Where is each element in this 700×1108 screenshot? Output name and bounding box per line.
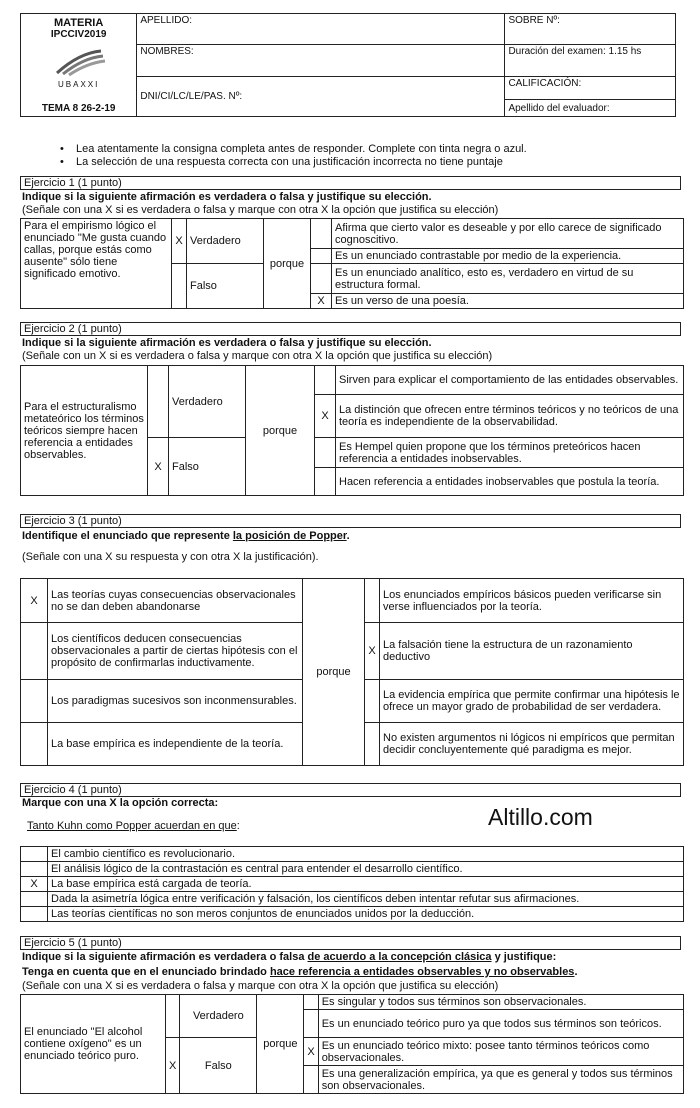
logo-text: UBAXXI — [58, 80, 100, 89]
ex3-left-mark[interactable] — [21, 680, 48, 723]
ex1-title: Ejercicio 1 (1 punto) — [20, 176, 681, 190]
ex2-option-text: Sirven para explicar el comportamiento de las entidades observables. — [336, 366, 684, 395]
altillo-watermark: Altillo.com — [488, 804, 593, 830]
ex4-subtitle-end: : — [236, 820, 240, 832]
ex3-left-mark[interactable] — [21, 623, 48, 680]
apellido-field[interactable]: APELLIDO: — [137, 14, 505, 45]
ex2-statement: Para el estructuralismo metateórico los términos teóricos siempre hacen referencia a entidades observables. — [21, 366, 148, 496]
ex4-title: Ejercicio 4 (1 punto) — [20, 783, 681, 797]
ex5-true-mark[interactable] — [166, 995, 180, 1038]
instructions-list — [48, 143, 668, 169]
ex5-porque: porque — [257, 995, 304, 1094]
ex4-option-text: Las teorías científicas no son meros conjuntos de enunciados unidos por la deducción. — [48, 907, 684, 922]
ubaxxi-logo-icon — [49, 47, 109, 77]
ex4-option-text: La base empírica está cargada de teoría. — [48, 877, 684, 892]
ex2-option-mark[interactable] — [315, 366, 336, 395]
ex3-instruction-note: (Señale con una X su respuesta y con otra X la justificación). — [22, 551, 319, 563]
ex5-instruction-end: y justifique: — [491, 951, 557, 963]
ex5-option-text: Es una generalización empírica, ya que es general y todos sus términos son observacionales. — [318, 1066, 683, 1094]
ex5-title: Ejercicio 5 (1 punto) — [20, 936, 681, 950]
ex3-porque: porque — [303, 579, 365, 766]
ex2-true-label: Verdadero — [169, 366, 246, 438]
ex2-porque: porque — [246, 366, 315, 496]
ex3-title: Ejercicio 3 (1 punto) — [20, 514, 681, 528]
ex3-right-text: La falsación tiene la estructura de un razonamiento deductivo — [380, 623, 684, 680]
sobre-field[interactable]: SOBRE Nº: — [505, 14, 676, 45]
ex5-instruction-emphasis: de acuerdo a la concepción clásica — [307, 951, 492, 963]
ex1-table — [20, 218, 684, 309]
materia-code: IPCCIV2019 — [50, 29, 107, 40]
duracion-label: Duración del examen: 1.15 hs — [505, 45, 676, 77]
ex1-true-label: Verdadero — [187, 219, 264, 264]
ex1-false-label: Falso — [187, 264, 264, 309]
ex5-instruction-2 — [22, 966, 578, 979]
ex3-left-text: Los paradigmas sucesivos son inconmensurables. — [48, 680, 303, 723]
ex3-instruction — [22, 530, 350, 543]
ex1-option-mark[interactable] — [311, 219, 332, 249]
ex3-left-text: La base empírica es independiente de la teoría. — [48, 723, 303, 766]
ex3-right-text: La evidencia empírica que permite confirmar una hipótesis le ofrece un mayor grado de probabilidad de ser verdadera. — [380, 680, 684, 723]
ex1-option-mark[interactable]: X — [311, 294, 332, 309]
ex3-right-mark[interactable] — [365, 680, 380, 723]
ex5-instruction-text: Indique si la siguiente afirmación es verdadera o falsa — [22, 951, 308, 963]
ex2-false-label: Falso — [169, 438, 246, 496]
ex3-right-mark[interactable] — [365, 579, 380, 623]
ex5-instruction-2-end: . — [574, 966, 578, 978]
ex4-option-text: El análisis lógico de la contrastación es central para entender el desarrollo científico. — [48, 862, 684, 877]
ex1-statement: Para el empirismo lógico el enunciado "Me gusta cuando callas, porque estás como ausente" sólo tiene significado emotivo. — [21, 219, 172, 309]
ex1-option-text: Es un verso de una poesía. — [332, 294, 684, 309]
ex5-table — [20, 994, 684, 1094]
ex3-left-mark[interactable] — [21, 723, 48, 766]
ex4-option-mark[interactable] — [21, 907, 48, 922]
ex5-option-mark[interactable]: X — [304, 1038, 318, 1066]
ex5-option-text: Es un enunciado teórico mixto: posee tanto términos teóricos como observacionales. — [318, 1038, 683, 1066]
exam-header — [20, 13, 676, 117]
ex5-instruction-note: (Señale con una X si es verdadera o falsa y marque con otra X la opción que justifica su elección) — [22, 980, 499, 992]
ex2-title: Ejercicio 2 (1 punto) — [20, 322, 681, 336]
ex3-instruction-end: . — [346, 530, 350, 542]
ex3-table — [20, 578, 684, 766]
ex3-left-text: Las teorías cuyas consecuencias observacionales no se dan deben abandonarse — [48, 579, 303, 623]
ex2-option-text: Es Hempel quien propone que los términos preteóricos hacen referencia a entidades inobservables. — [336, 438, 684, 468]
ex2-option-text: La distinción que ofrecen entre términos teóricos y no teóricos de una teoría es independiente de la observabilidad. — [336, 395, 684, 438]
ex5-instruction-2-text: Tenga en cuenta que en el enunciado brindado — [22, 966, 270, 978]
calificacion-field[interactable]: CALIFICACIÓN: — [505, 77, 676, 100]
ex2-option-mark[interactable]: X — [315, 395, 336, 438]
ex4-table — [20, 846, 684, 922]
ex1-false-mark[interactable] — [172, 264, 187, 309]
ex5-statement: El enunciado "El alcohol contiene oxígeno" es un enunciado teórico puro. — [21, 995, 166, 1094]
ex3-right-mark[interactable]: X — [365, 623, 380, 680]
ex1-porque: porque — [264, 219, 311, 309]
ex4-option-text: Dada la asimetría lógica entre verificación y falsación, los científicos deben intentar refutar sus afirmaciones. — [48, 892, 684, 907]
ex5-false-mark[interactable]: X — [166, 1038, 180, 1094]
ex5-true-label: Verdadero — [180, 995, 257, 1038]
ex2-true-mark[interactable] — [148, 366, 169, 438]
ex4-option-mark[interactable] — [21, 847, 48, 862]
ex2-instruction-note: (Señale con un X si es verdadera o falsa y marque con otra X la opción que justifica su elección) — [22, 350, 493, 362]
tema-label: TEMA 8 26-2-19 — [41, 103, 116, 114]
ex3-left-mark[interactable]: X — [21, 579, 48, 623]
ex4-option-mark[interactable] — [21, 862, 48, 877]
ex2-option-mark[interactable] — [315, 438, 336, 468]
instruction-item: • Lea atentamente la consigna completa antes de responder. Complete con tinta negra o azul. — [48, 143, 668, 156]
header-materia-cell — [21, 14, 137, 117]
ex2-table — [20, 365, 684, 496]
ex1-option-text: Es un enunciado contrastable por medio de la experiencia. — [332, 249, 684, 264]
ex1-option-mark[interactable] — [311, 264, 332, 294]
ex1-true-mark[interactable]: X — [172, 219, 187, 264]
ex5-option-text: Es singular y todos sus términos son observacionales. — [318, 995, 683, 1010]
nombres-field[interactable]: NOMBRES: — [137, 45, 505, 77]
ex4-subtitle-text: Tanto Kuhn como Popper acuerdan en que — [27, 820, 237, 832]
ex1-option-mark[interactable] — [311, 249, 332, 264]
ex4-option-text: El cambio científico es revolucionario. — [48, 847, 684, 862]
ex1-option-text: Afirma que cierto valor es deseable y por ello carece de significado cognoscitivo. — [332, 219, 684, 249]
materia-label: MATERIA — [54, 17, 104, 29]
ex3-right-mark[interactable] — [365, 723, 380, 766]
ex3-right-text: No existen argumentos ni lógicos ni empíricos que permitan decidir concluyentemente qué paradigma es mejor. — [380, 723, 684, 766]
ex4-option-mark[interactable]: X — [21, 877, 48, 892]
ex1-instruction-note: (Señale con una X si es verdadera o falsa y marque con otra X la opción que justifica su elección) — [22, 204, 499, 216]
ex1-option-text: Es un enunciado analítico, esto es, verdadero en virtud de su estructura formal. — [332, 264, 684, 294]
ex2-option-text: Hacen referencia a entidades inobservables que postula la teoría. — [336, 468, 684, 496]
ex4-option-mark[interactable] — [21, 892, 48, 907]
ex5-option-mark[interactable] — [304, 1066, 318, 1094]
ex5-option-mark[interactable] — [304, 1010, 318, 1038]
ex5-false-label: Falso — [180, 1038, 257, 1094]
ex3-instruction-emphasis: la posición de Popper — [232, 530, 347, 542]
ex5-instruction — [22, 951, 556, 964]
ex5-option-text: Es un enunciado teórico puro ya que todos sus términos son teóricos. — [318, 1010, 683, 1038]
dni-field[interactable]: DNI/CI/LC/LE/PAS. Nº: — [137, 77, 505, 117]
instruction-item: • La selección de una respuesta correcta con una justificación incorrecta no tiene puntaje — [48, 156, 668, 169]
ex5-option-mark[interactable] — [304, 995, 318, 1010]
ex2-option-mark[interactable] — [315, 468, 336, 496]
ex5-instruction-2-emphasis: hace referencia a entidades observables y no observables — [269, 966, 575, 978]
ex2-instruction: Indique si la siguiente afirmación es verdadera o falsa y justifique su elección. — [22, 337, 432, 349]
ex4-subtitle — [27, 820, 240, 833]
evaluador-field[interactable]: Apellido del evaluador: — [505, 100, 676, 117]
ex1-instruction: Indique si la siguiente afirmación es verdadera o falsa y justifique su elección. — [22, 191, 432, 203]
ex3-instruction-text: Identifique el enunciado que represente — [22, 530, 233, 542]
ex3-right-text: Los enunciados empíricos básicos pueden verificarse sin verse influenciados por la teoría. — [380, 579, 684, 623]
ex2-false-mark[interactable]: X — [148, 438, 169, 496]
ex4-instruction: Marque con una X la opción correcta: — [22, 797, 219, 809]
ex3-left-text: Los científicos deducen consecuencias observacionales a partir de ciertas hipótesis con el propósito de confirmarlas inductivamente. — [48, 623, 303, 680]
